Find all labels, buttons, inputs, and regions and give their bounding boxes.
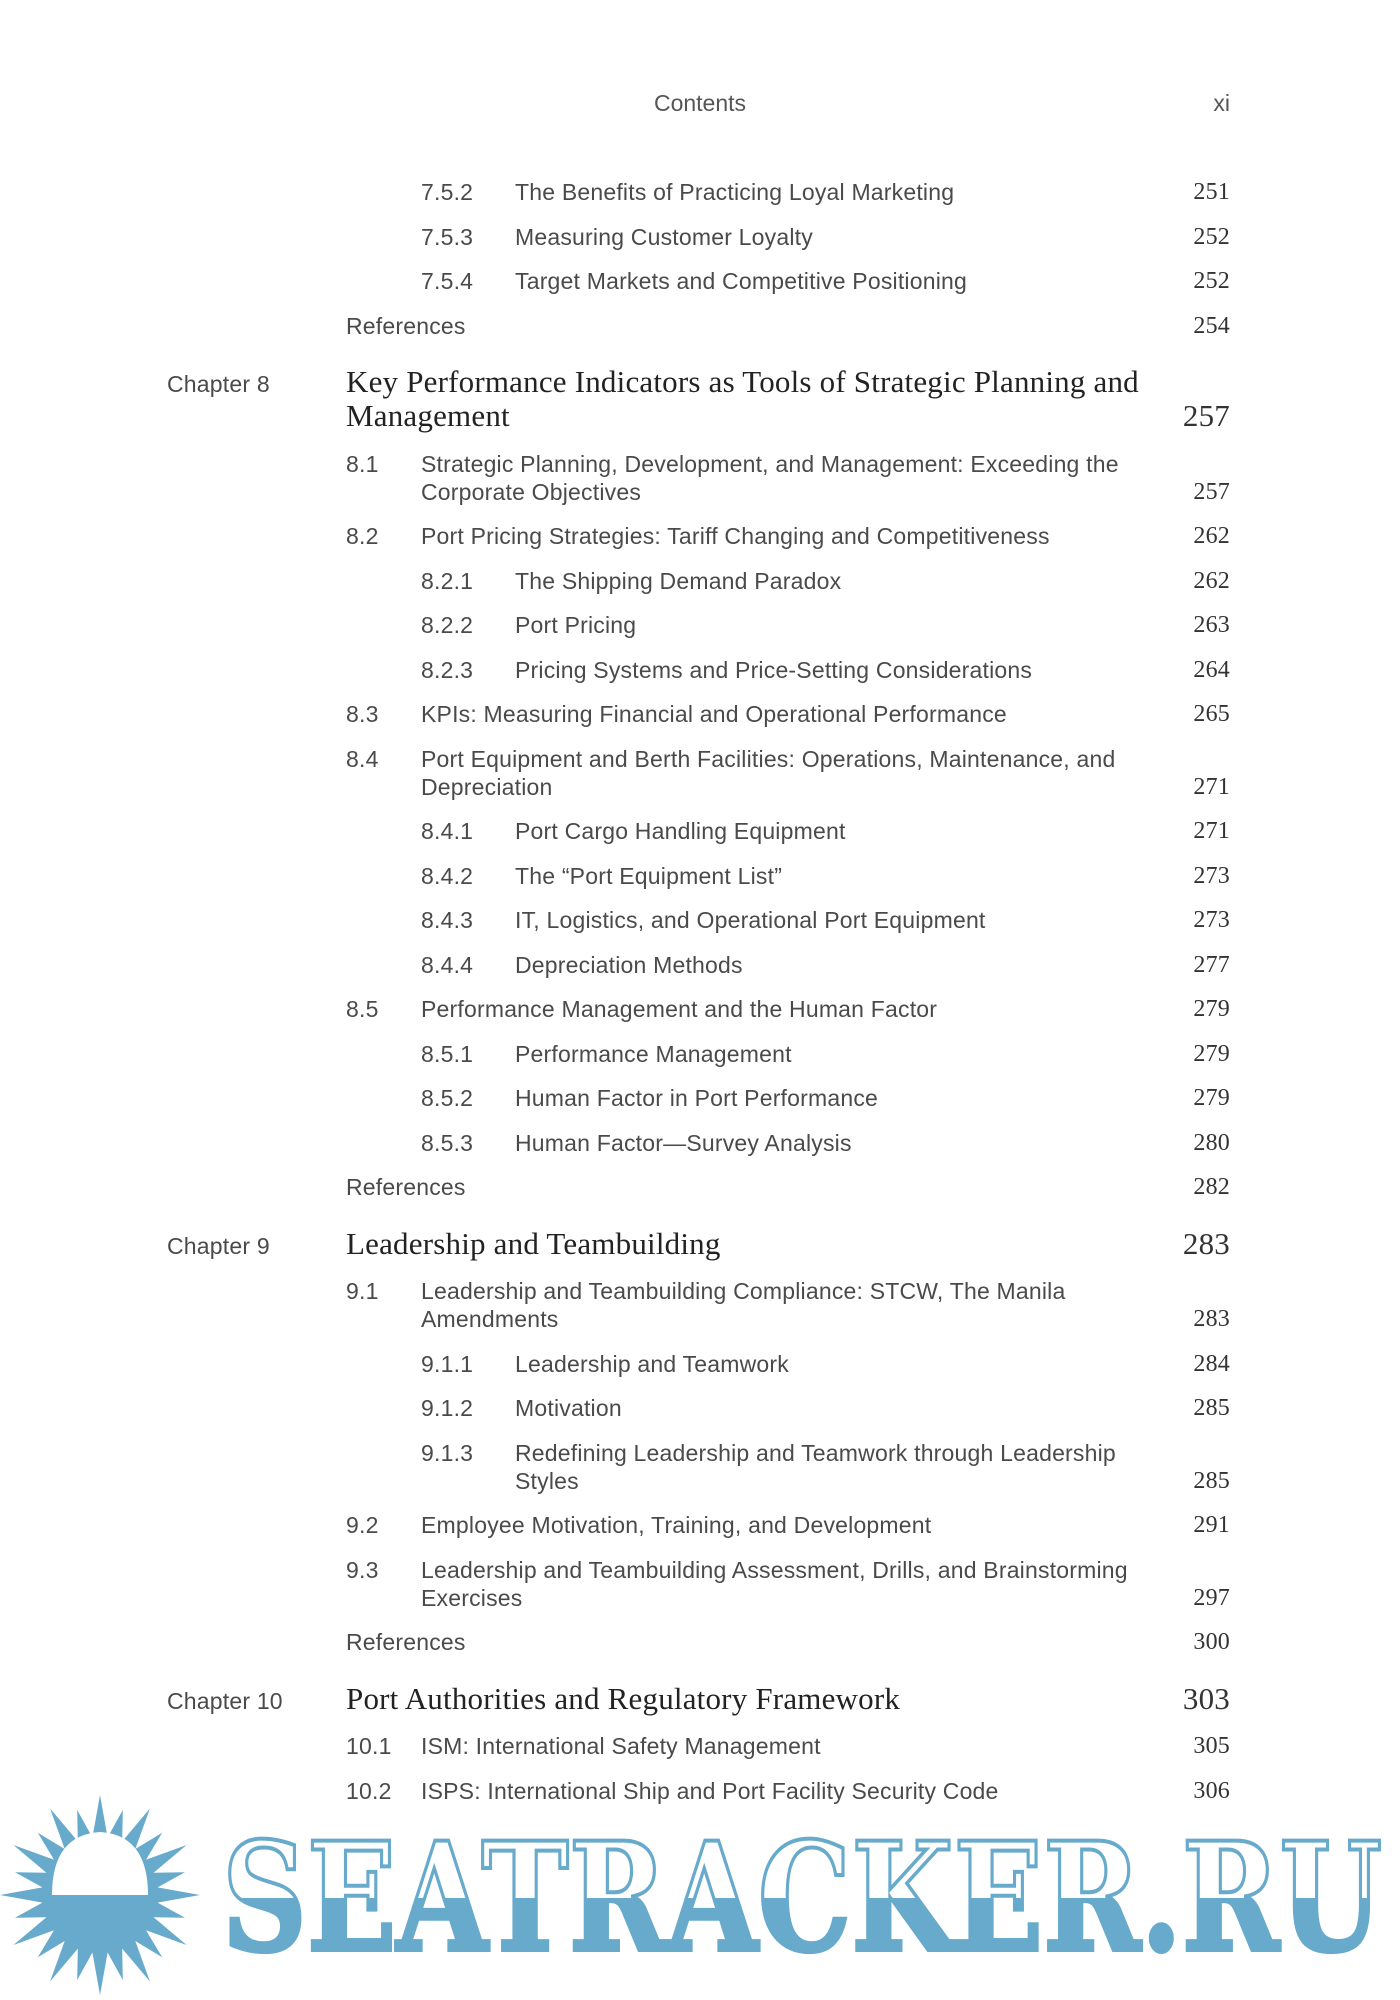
toc-chapter[interactable] (0, 1674, 1400, 1725)
entry-number: 8.2.1 (421, 567, 474, 594)
entry-number: 9.1.2 (421, 1395, 474, 1421)
toc-subsection[interactable] (0, 943, 1400, 988)
entry-page: 285 (1193, 1395, 1230, 1421)
entry-page: 297 (1193, 1584, 1230, 1611)
entry-page: 282 (1193, 1174, 1230, 1200)
toc-section[interactable] (0, 1548, 1400, 1621)
toc-references[interactable] (0, 1165, 1400, 1210)
running-header-title: Contents (653, 90, 747, 116)
toc-chapter[interactable] (0, 1219, 1400, 1270)
entry-title: Port Pricing (515, 612, 637, 638)
toc-section[interactable] (0, 442, 1400, 515)
entry-title: Measuring Customer Loyalty (515, 223, 813, 250)
toc-subsection[interactable] (0, 809, 1400, 854)
entry-page: 280 (1193, 1129, 1230, 1156)
entry-page: 300 (1193, 1629, 1230, 1655)
toc-subsection[interactable] (0, 1386, 1400, 1431)
entry-number: 8.1 (346, 450, 379, 477)
entry-number: Chapter 8 (167, 371, 270, 397)
entry-title: Port Authorities and Regulatory Framework (346, 1680, 901, 1716)
toc-subsection[interactable] (0, 215, 1400, 260)
entry-page: 279 (1193, 996, 1230, 1022)
entry-title: Key Performance Indicators as Tools of Strategic Planning and Management (346, 364, 1139, 433)
entry-number: 7.5.2 (421, 179, 474, 205)
entry-number: 8.4 (346, 745, 379, 772)
entry-number: Chapter 10 (167, 1687, 283, 1714)
entry-number: 9.1 (346, 1278, 379, 1304)
entry-title: Target Markets and Competitive Positioning (515, 268, 968, 294)
entry-title: Employee Motivation, Training, and Development (421, 1512, 932, 1538)
entry-number: 9.1.3 (421, 1439, 474, 1466)
toc-chapter[interactable] (0, 357, 1400, 442)
entry-title: References (346, 1629, 466, 1655)
toc-subsection[interactable] (0, 170, 1400, 215)
entry-title: The Shipping Demand Paradox (515, 567, 842, 594)
entry-page: 257 (1193, 478, 1230, 505)
entry-number: 9.3 (346, 1556, 379, 1583)
entry-page: 263 (1193, 612, 1230, 638)
toc-section[interactable] (0, 1503, 1400, 1548)
toc-section[interactable] (0, 514, 1400, 559)
entry-page: 305 (1193, 1733, 1230, 1759)
toc-section[interactable] (0, 692, 1400, 737)
entry-page: 265 (1193, 701, 1230, 727)
toc-section[interactable] (0, 987, 1400, 1032)
entry-number: 8.4.1 (421, 818, 474, 844)
entry-number: 8.3 (346, 701, 379, 727)
entry-title: Depreciation Methods (515, 951, 743, 978)
watermark-text: SEATRACKER.RU (222, 1810, 1382, 1986)
toc-subsection[interactable] (0, 1342, 1400, 1387)
entry-title: Performance Management (515, 1040, 792, 1067)
entry-title: References (346, 1174, 466, 1200)
entry-title: Pricing Systems and Price-Setting Considerations (515, 656, 1033, 683)
entry-page: 273 (1193, 907, 1230, 933)
entry-title: IT, Logistics, and Operational Port Equipment (515, 907, 986, 933)
entry-number: 8.2.3 (421, 656, 474, 683)
entry-number: 8.5 (346, 996, 379, 1022)
entry-number: 8.4.3 (421, 907, 474, 933)
entry-page: 262 (1193, 523, 1230, 549)
toc-subsection[interactable] (0, 854, 1400, 899)
entry-page: 285 (1193, 1467, 1230, 1494)
entry-page: 271 (1193, 773, 1230, 800)
entry-title: References (346, 312, 466, 339)
entry-number: 10.1 (346, 1733, 392, 1759)
toc-section[interactable] (0, 737, 1400, 810)
toc-subsection[interactable] (0, 1431, 1400, 1504)
entry-title: Performance Management and the Human Factor (421, 996, 938, 1022)
entry-title: The “Port Equipment List” (515, 862, 783, 889)
page-number: xi (1213, 90, 1230, 116)
entry-page: 277 (1193, 951, 1230, 978)
entry-page: 264 (1193, 656, 1230, 683)
entry-number: 8.5.1 (421, 1040, 474, 1067)
toc-subsection[interactable] (0, 898, 1400, 943)
entry-title: Port Cargo Handling Equipment (515, 818, 846, 844)
toc-subsection[interactable] (0, 648, 1400, 693)
entry-title: Port Equipment and Berth Facilities: Operations, Maintenance, and Depreciation (421, 745, 1116, 800)
entry-page: 284 (1193, 1350, 1230, 1377)
entry-title: Leadership and Teambuilding Assessment, Drills, and Brainstorming Exercises (421, 1556, 1128, 1611)
entry-title: Leadership and Teambuilding (346, 1225, 721, 1261)
entry-page: 283 (1182, 1225, 1230, 1261)
entry-number: 8.5.2 (421, 1085, 474, 1111)
entry-page: 271 (1193, 818, 1230, 844)
entry-page: 254 (1193, 312, 1230, 339)
entry-page: 262 (1193, 567, 1230, 594)
toc-references[interactable] (0, 1620, 1400, 1665)
toc-references[interactable] (0, 304, 1400, 349)
toc-section[interactable] (0, 1724, 1400, 1769)
entry-number: 9.1.1 (421, 1350, 474, 1377)
entry-title: Motivation (515, 1395, 622, 1421)
entry-number: Chapter 9 (167, 1232, 270, 1259)
entry-title: Human Factor in Port Performance (515, 1085, 879, 1111)
entry-title: ISM: International Safety Management (421, 1733, 821, 1759)
entry-number: 8.2.2 (421, 612, 474, 638)
toc-section[interactable] (0, 1269, 1400, 1342)
entry-page: 303 (1182, 1680, 1230, 1716)
entry-page: 283 (1193, 1306, 1230, 1332)
entry-title: Leadership and Teamwork (515, 1350, 789, 1377)
toc-subsection[interactable] (0, 1121, 1400, 1166)
entry-page: 279 (1193, 1040, 1230, 1067)
toc-subsection[interactable] (0, 559, 1400, 604)
entry-title: The Benefits of Practicing Loyal Marketing (515, 179, 955, 205)
toc-subsection[interactable] (0, 259, 1400, 304)
entry-number: 10.2 (346, 1777, 392, 1804)
entry-page: 306 (1193, 1777, 1230, 1804)
toc-subsection[interactable] (0, 1032, 1400, 1077)
entry-title: Human Factor—Survey Analysis (515, 1129, 852, 1156)
entry-number: 8.2 (346, 523, 379, 549)
entry-number: 8.4.2 (421, 862, 474, 889)
entry-number: 7.5.3 (421, 223, 474, 250)
entry-title: KPIs: Measuring Financial and Operational Performance (421, 701, 1007, 727)
seatracker-watermark-logo (0, 1790, 1400, 2000)
toc-subsection[interactable] (0, 603, 1400, 648)
table-of-contents (0, 170, 1400, 1813)
entry-page: 252 (1193, 223, 1230, 250)
entry-title: Strategic Planning, Development, and Management: Exceeding the Corporate Objectives (421, 450, 1119, 505)
entry-number: 8.5.3 (421, 1129, 474, 1156)
entry-title: ISPS: International Ship and Port Facility Security Code (421, 1777, 999, 1804)
sun-icon (0, 1795, 200, 1995)
entry-title: Redefining Leadership and Teamwork through Leadership Styles (515, 1439, 1116, 1494)
entry-page: 291 (1193, 1512, 1230, 1538)
entry-page: 279 (1193, 1085, 1230, 1111)
entry-page: 257 (1182, 398, 1230, 433)
entry-number: 9.2 (346, 1512, 379, 1538)
entry-page: 251 (1193, 179, 1230, 205)
entry-page: 252 (1193, 268, 1230, 294)
entry-page: 273 (1193, 862, 1230, 889)
toc-subsection[interactable] (0, 1076, 1400, 1121)
entry-number: 8.4.4 (421, 951, 474, 978)
entry-title: Port Pricing Strategies: Tariff Changing and Competitiveness (421, 523, 1050, 549)
entry-title: Leadership and Teambuilding Compliance: STCW, The Manila Amendments (421, 1278, 1066, 1332)
entry-number: 7.5.4 (421, 268, 474, 294)
